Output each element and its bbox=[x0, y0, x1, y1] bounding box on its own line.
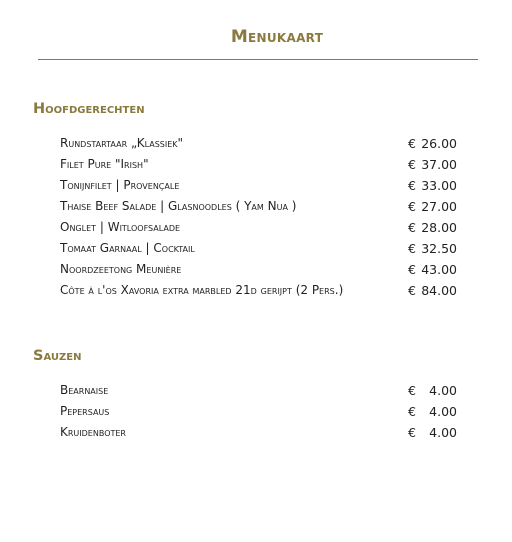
menu-item-name: Côte à l'os Xavoria extra marbled 21d gerijpt (2 Pers.) bbox=[60, 283, 344, 297]
menu-item bbox=[60, 404, 460, 425]
menu-item-currency: € bbox=[408, 157, 416, 172]
menu-item bbox=[60, 157, 460, 178]
menu-item-name: Rundstartaar „Klassiek" bbox=[60, 136, 184, 150]
menu-item-name: Pepersaus bbox=[60, 404, 110, 418]
menu-item bbox=[60, 241, 460, 262]
menu-item-price: 43.00 bbox=[421, 262, 457, 277]
menu-item bbox=[60, 283, 460, 304]
menu-item bbox=[60, 220, 460, 241]
menu-item-price: 32.50 bbox=[421, 241, 457, 256]
menu-item-price: 33.00 bbox=[421, 178, 457, 193]
menu-item bbox=[60, 199, 460, 220]
section-heading-sauzen: Sauzen bbox=[33, 348, 82, 364]
menu-item-name: Tonijnfilet | Provençale bbox=[60, 178, 180, 192]
menu-item-name: Filet Pure "Irish" bbox=[60, 157, 149, 171]
menu-item-currency: € bbox=[408, 283, 416, 298]
menu-item-price: 4.00 bbox=[429, 383, 457, 398]
menu-item-price: 4.00 bbox=[429, 425, 457, 440]
menu-item-name: Tomaat Garnaal | Cocktail bbox=[60, 241, 195, 255]
page-title: Menukaart bbox=[230, 27, 324, 47]
menu-item-price: 4.00 bbox=[429, 404, 457, 419]
title-divider bbox=[38, 59, 478, 60]
menu-item-price: 28.00 bbox=[421, 220, 457, 235]
section-heading-hoofdgerechten: Hoofdgerechten bbox=[33, 101, 145, 117]
menu-item bbox=[60, 262, 460, 283]
menu-item bbox=[60, 383, 460, 404]
menu-item-price: 26.00 bbox=[421, 136, 457, 151]
menu-item-name: Bearnaise bbox=[60, 383, 109, 397]
menu-item-currency: € bbox=[408, 220, 416, 235]
menu-item-name: Thaise Beef Salade | Glasnoodles ( Yam Nua ) bbox=[60, 199, 297, 213]
menu-item-currency: € bbox=[408, 262, 416, 277]
menu-item-currency: € bbox=[408, 178, 416, 193]
menu-item-name: Onglet | Witloofsalade bbox=[60, 220, 181, 234]
sauzen-list bbox=[60, 383, 460, 446]
hoofdgerechten-list bbox=[60, 136, 460, 304]
menu-item-currency: € bbox=[408, 241, 416, 256]
menu-item-currency: € bbox=[408, 199, 416, 214]
menu-item-price: 37.00 bbox=[421, 157, 457, 172]
menu-item-price: 84.00 bbox=[421, 283, 457, 298]
menu-item bbox=[60, 136, 460, 157]
menu-item-currency: € bbox=[408, 404, 416, 419]
menu-item-currency: € bbox=[408, 136, 416, 151]
menu-item-currency: € bbox=[408, 425, 416, 440]
menu-item bbox=[60, 178, 460, 199]
menu-item-currency: € bbox=[408, 383, 416, 398]
menu-item-name: Kruidenboter bbox=[60, 425, 126, 439]
menu-item-price: 27.00 bbox=[421, 199, 457, 214]
menu-item bbox=[60, 425, 460, 446]
menu-item-name: Noordzeetong Meunière bbox=[60, 262, 182, 276]
